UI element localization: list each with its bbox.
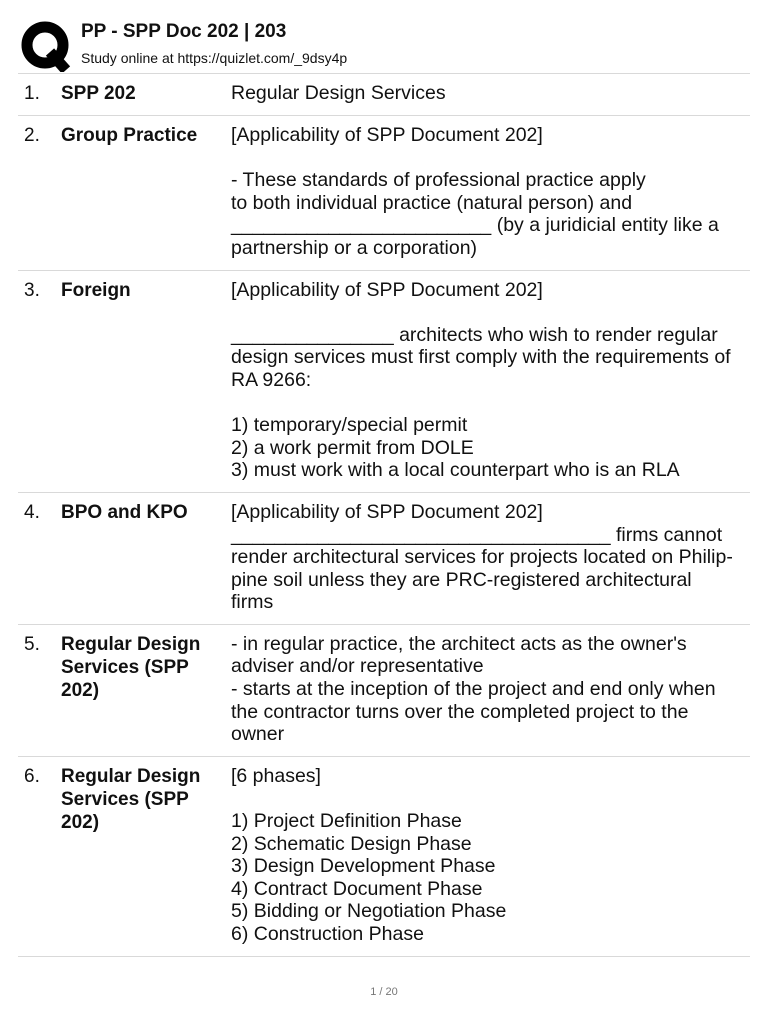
page-indicator: 1 / 20 bbox=[370, 986, 398, 998]
card-number: 5. bbox=[24, 633, 40, 655]
card-row bbox=[18, 625, 750, 757]
card-number: 4. bbox=[24, 501, 40, 523]
card-row bbox=[18, 493, 750, 625]
card-definition: - in regular practice, the architect acts as the owner's adviser and/or representative - starts at the inception of the project and end only when the contractor turns over the completed project to the owner bbox=[231, 632, 716, 746]
card-number: 1. bbox=[24, 83, 40, 104]
card-term: Group Practice bbox=[61, 125, 198, 146]
card-term: Foreign bbox=[61, 279, 131, 301]
card-number: 6. bbox=[24, 765, 40, 787]
card-row bbox=[18, 74, 750, 116]
card-definition: [Applicability of SPP Document 202] ___________________________________ firms cannot render architectural services for projects located on Philip- pine soil unless they are PRC-registered architectural firms bbox=[231, 500, 733, 614]
flashcard-list bbox=[18, 73, 750, 957]
page-header bbox=[18, 16, 750, 74]
card-term: Regular Design Services (SPP 202) bbox=[61, 765, 201, 833]
card-definition: [Applicability of SPP Document 202] - These standards of professional practice apply to both individual practice (natural person) and ________________________ (by a juridicial entity like a partnership or a corporation) bbox=[231, 124, 719, 259]
card-definition: [Applicability of SPP Document 202] _______________ architects who wish to render regular design services must first comply with the requirements of RA 9266: 1) temporary/special permit 2) a work permit from DOLE 3) must work with a local counterpart who is an RLA bbox=[231, 278, 731, 482]
card-definition: Regular Design Services bbox=[231, 82, 446, 104]
card-number: 2. bbox=[24, 125, 40, 146]
card-term: BPO and KPO bbox=[61, 501, 188, 523]
card-definition: [6 phases] 1) Project Definition Phase 2) Schematic Design Phase 3) Design Development Phase 4) Contract Document Phase 5) Bidding or Negotiation Phase 6) Construction Phase bbox=[231, 764, 507, 945]
card-term: Regular Design Services (SPP 202) bbox=[61, 633, 201, 701]
quizlet-logo-icon bbox=[20, 20, 72, 72]
card-row bbox=[18, 757, 750, 957]
card-number: 3. bbox=[24, 279, 40, 301]
card-row bbox=[18, 116, 750, 271]
page-title: PP - SPP Doc 202 | 203 bbox=[81, 21, 287, 42]
card-row bbox=[18, 271, 750, 493]
card-term: SPP 202 bbox=[61, 83, 136, 104]
study-url[interactable]: Study online at https://quizlet.com/_9dsy4p bbox=[81, 50, 348, 66]
